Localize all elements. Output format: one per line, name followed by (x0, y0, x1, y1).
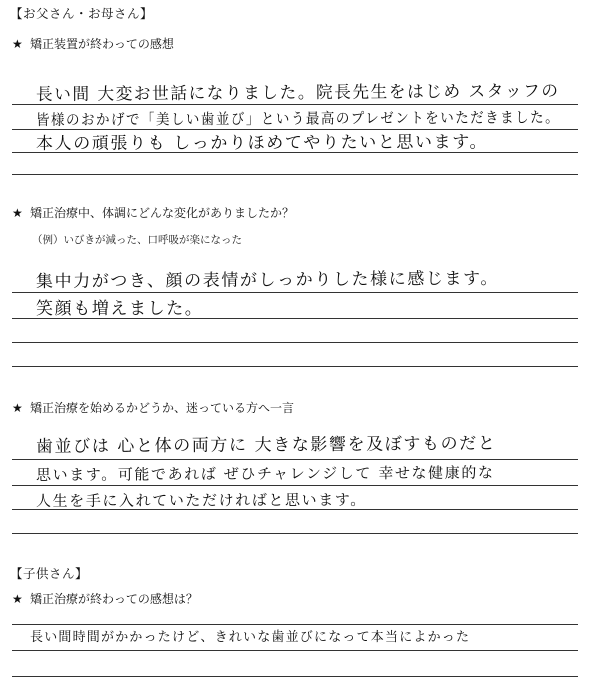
answer-line (12, 152, 578, 153)
question-1 (12, 37, 174, 51)
answer-3-line-3: 人生を手に入れていただければと思います。 (35, 490, 367, 510)
answer-line (12, 104, 578, 105)
answer-2-line-2: 笑顔も増えました。 (36, 299, 204, 319)
answer-line (12, 292, 578, 293)
answer-line (12, 624, 578, 625)
answer-3-line-2: 思います。可能であれば ぜひチャレンジして 幸せな健康的な (35, 463, 495, 484)
parent-section-header: 【お父さん・お母さん】 (10, 6, 154, 21)
question-1-text: 矯正装置が終わっての感想 (30, 37, 174, 51)
answer-1-line-3: 本人の頑張りも しっかりほめてやりたいと思います。 (35, 132, 489, 154)
answer-line (12, 509, 578, 510)
answer-line (12, 485, 578, 486)
question-3-text: 矯正治療を始めるかどうか、迷っている方へ一言 (30, 401, 295, 415)
star-icon: ★ (12, 37, 23, 51)
answer-line (12, 650, 578, 651)
question-4-text: 矯正治療が終わっての感想は？ (30, 592, 198, 606)
star-icon: ★ (12, 401, 23, 415)
star-icon: ★ (12, 206, 23, 220)
answer-line (12, 318, 578, 319)
answer-1-line-1: 長い間 大変お世話になりました。院長先生をはじめ スタッフの (35, 81, 560, 105)
question-2-example: （例）いびきが減った、口呼吸が楽になった (32, 234, 242, 246)
answer-line (12, 174, 578, 175)
answer-line (12, 459, 578, 460)
question-4 (12, 592, 198, 606)
answer-4-line-1: 長い間時間がかかったけど、きれいな歯並びになって本当によかった (30, 630, 471, 645)
answer-line (12, 533, 578, 534)
answer-2-line-1: 集中力がつき、顔の表情がしっかりした様に感じます。 (35, 268, 500, 292)
question-3 (12, 401, 294, 415)
answer-line (12, 366, 578, 367)
question-2-text: 矯正治療中、体調にどんな変化がありましたか？ (30, 206, 295, 220)
child-section-header: 【子供さん】 (10, 566, 89, 581)
question-2 (12, 206, 294, 220)
answer-3-line-1: 歯並びは 心と体の両方に 大きな影響を及ぼすものだと (35, 433, 497, 457)
answer-1-line-2: 皆様のおかげで「美しい歯並び」という最高のプレゼントをいただきました。 (35, 108, 561, 129)
answer-line (12, 676, 578, 677)
star-icon: ★ (12, 592, 23, 606)
answer-line (12, 129, 578, 130)
answer-line (12, 342, 578, 343)
